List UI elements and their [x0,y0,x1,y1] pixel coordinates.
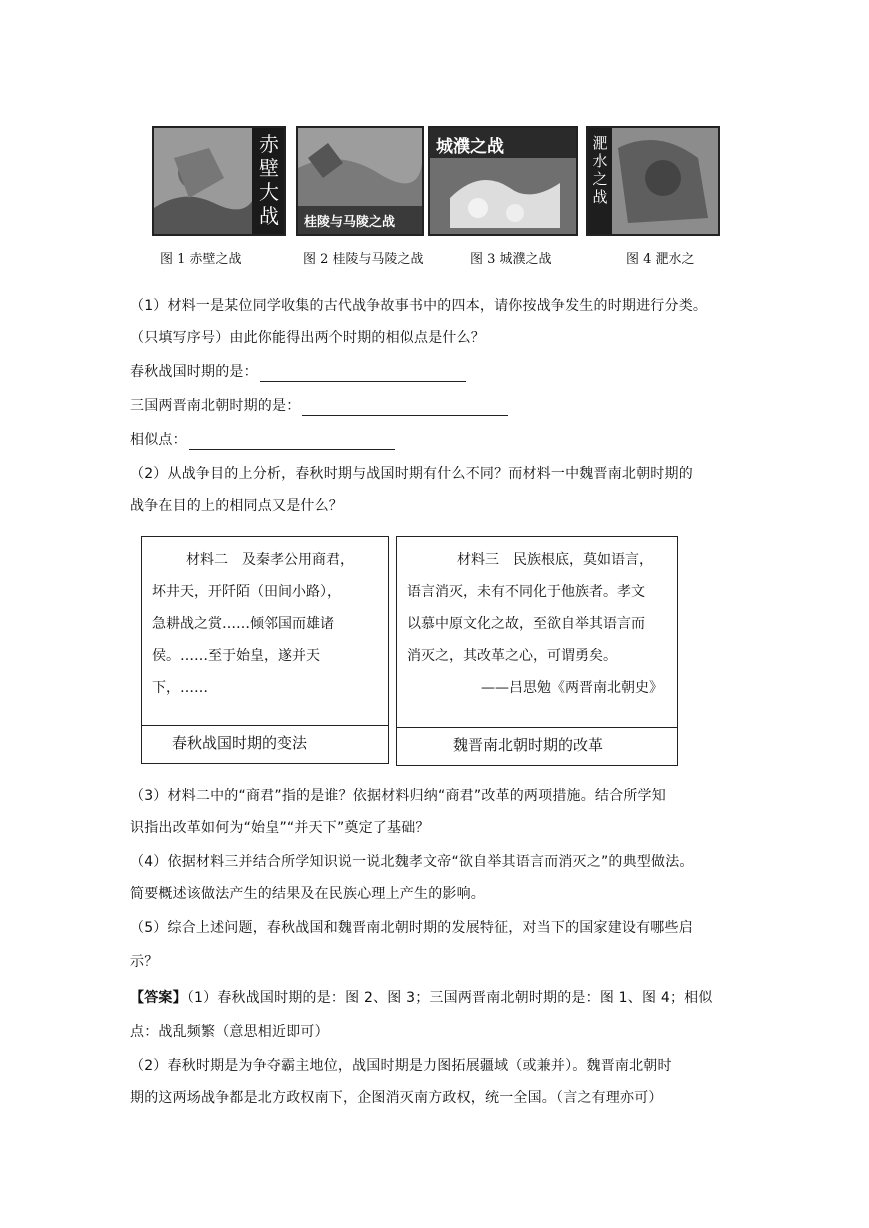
answer-1-line2: 点：战乱频繁（意思相近即可） [130,1024,329,1040]
figure-2-title: 桂陵与马陵之战 [304,215,396,230]
material-3-line: 以慕中原文化之故，至欲自举其语言而 [407,616,645,632]
q1-fill-three-kingdoms [130,396,508,416]
q1-fill-similarity [130,430,395,450]
figure-4-image [586,126,720,236]
answer-1-text: （1）春秋战国时期的是：图 2、图 3；三国两晋南北朝时期的是：图 1、图 4；相似 [186,990,713,1006]
q4-line1: （4）依据材料三并结合所学知识说一说北魏孝文帝“欲自举其语言而消灭之”的典型做法。 [130,854,694,870]
material-3-line: 消灭之，其改革之心，可谓勇矣。 [407,648,617,664]
q1-fill-spring-autumn [130,362,466,382]
q4-line2: 简要概述该做法产生的结果及在民族心理上产生的影响。 [130,886,485,902]
material-3-line: 语言消灭，未有不同化于他族者。孝文 [407,584,645,600]
figure-1-title: 赤壁大战 [259,132,279,228]
material-2-line: 下，…… [152,680,208,696]
q2-line2: 战争在目的上的相同点又是什么？ [130,498,343,514]
material-2-line: 急耕战之赏……倾邻国而雄诸 [152,616,334,632]
figure-1-image [152,126,286,236]
figure-3-title: 城濮之战 [436,137,504,157]
material-3-footer: 魏晋南北朝时期的改革 [397,727,677,762]
answer-1-line1 [130,988,713,1008]
figure-2-image [296,126,424,236]
answer-blank-3[interactable] [189,433,395,450]
q5-line1: （5）综合上述问题，春秋战国和魏晋南北朝时期的发展特征，对当下的国家建设有哪些启 [130,920,693,936]
figure-4-caption: 图 4 淝水之 [626,252,695,267]
figure-2-caption: 图 2 桂陵与马陵之战 [303,252,424,267]
material-2-line: 材料二 及秦孝公用商君， [186,552,354,568]
material-3-source: ——吕思勉《两晋南北朝史》 [481,680,663,696]
answer-blank-1[interactable] [260,365,466,382]
material-2-line: 侯。……至于始皇，遂并天 [152,648,320,664]
answer-label: 【答案】 [130,990,187,1006]
q1-line2: （只填写序号）由此你能得出两个时期的相似点是什么？ [130,330,485,346]
q1-line1: （1）材料一是某位同学收集的古代战争故事书中的四本，请你按战争发生的时期进行分类。 [130,298,708,314]
q1-fill2-label: 三国两晋南北朝时期的是： [130,398,301,414]
q3-line2: 识指出改革如何为“始皇”“并天下”奠定了基础？ [130,820,430,836]
figure-1-caption: 图 1 赤壁之战 [160,252,242,267]
material-3-line: 材料三 民族根底，莫如语言， [457,552,653,568]
answer-2-line1: （2）春秋时期是为争夺霸主地位，战国时期是力图拓展疆域（或兼并）。魏晋南北朝时 [130,1058,672,1074]
q2-line1: （2）从战争目的上分析，春秋时期与战国时期有什么不同？而材料一中魏晋南北朝时期的 [130,466,693,482]
q1-fill1-label: 春秋战国时期的是： [130,364,258,380]
figure-3-image [428,126,578,236]
material-3-box [396,536,678,766]
material-2-box [141,536,389,764]
answer-blank-2[interactable] [302,399,508,416]
q3-line1: （3）材料二中的“商君”指的是谁？依据材料归纳“商君”改革的两项措施。结合所学知 [130,788,666,804]
answer-2-line2: 期的这两场战争都是北方政权南下，企图消灭南方政权，统一全国。（言之有理亦可） [130,1090,663,1106]
material-2-footer: 春秋战国时期的变法 [142,725,388,760]
material-2-line: 坏井天，开阡陌（田间小路）， [152,584,341,600]
figure-3-caption: 图 3 城濮之战 [470,252,552,267]
q1-fill3-label: 相似点： [130,432,187,448]
figure-4-title: 淝水之战 [592,134,608,206]
q5-line2: 示？ [130,954,159,970]
